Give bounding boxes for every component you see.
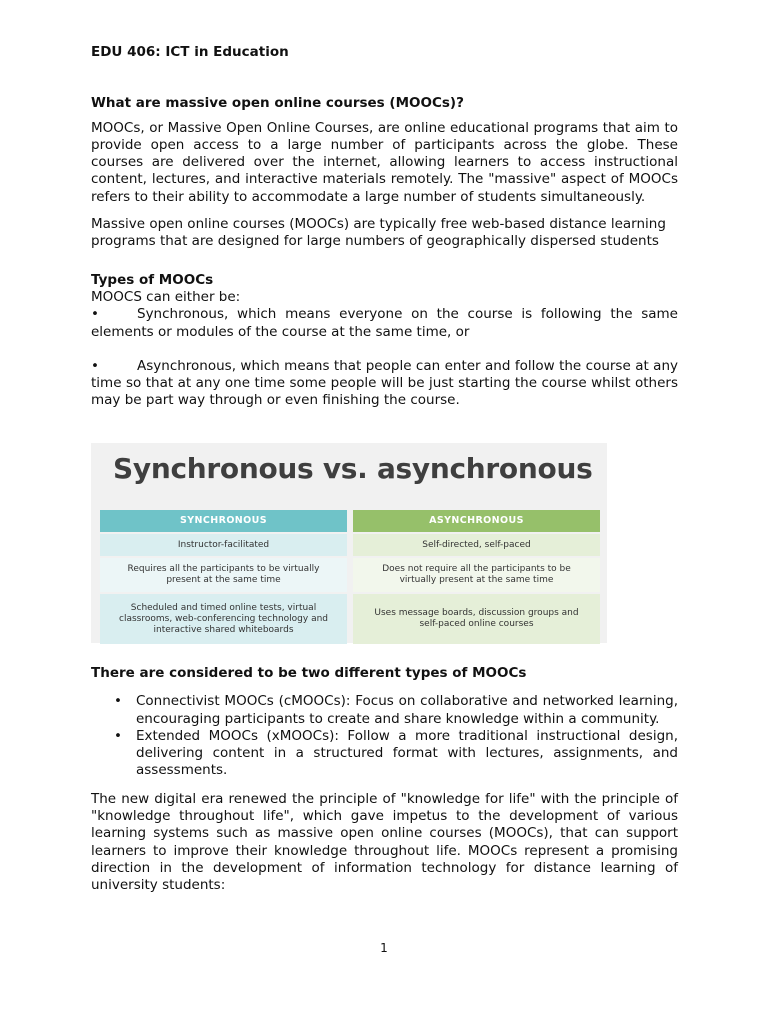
list-item-text: Extended MOOCs (xMOOCs): Follow a more traditional instructional design, delivering content in a structured format with lectures, assignments, and assessments. — [136, 727, 678, 779]
synchronous-row: Requires all the participants to be virtually present at the same time — [100, 558, 347, 592]
types-item-asynchronous — [91, 358, 678, 410]
types-item-text: Asynchronous, which means that people can enter and follow the course at any time so that at any one time some people will be just starting the course whilst others may be part way through or even finishing the course. — [91, 357, 678, 409]
synchronous-row: Instructor-facilitated — [100, 534, 347, 556]
two-types-heading: There are considered to be two different types of MOOCs — [91, 665, 527, 681]
infographic-title: Synchronous vs. asynchronous — [113, 452, 593, 485]
bullet-icon: • — [91, 357, 99, 374]
course-title: EDU 406: ICT in Education — [91, 44, 289, 60]
moocs-definition-paragraph: MOOCs, or Massive Open Online Courses, are online educational programs that aim to provide open access to a large number of participants across the globe. These courses are delivered over the internet, allowing learners to access instructional content, lectures, and interactive materials remotely. The "massive" aspect of MOOCs refers to their ability to accommodate a large number of students simultaneously. — [91, 119, 678, 205]
asynchronous-row: Does not require all the participants to be virtually present at the same time — [353, 558, 600, 592]
synchronous-row: Scheduled and timed online tests, virtual classrooms, web-conferencing technology and interactive shared whiteboards — [100, 594, 347, 644]
mooc-types-section — [91, 665, 678, 895]
asynchronous-column — [353, 510, 600, 644]
digital-era-paragraph: The new digital era renewed the principle of "knowledge for life" with the principle of "knowledge throughout life", which gave impetus to the development of various learning systems such as massive open online courses (MOOCs), that can support learners to improve their knowledge throughout life. MOOCs represent a promising direction in the development of information technology for distance learning of university students: — [91, 790, 678, 894]
moocs-free-paragraph: Massive open online courses (MOOCs) are typically free web-based distance learning programs that are designed for large numbers of geographically dispersed students — [91, 216, 666, 250]
synchronous-header: SYNCHRONOUS — [100, 510, 347, 532]
sync-vs-async-infographic — [91, 443, 607, 643]
types-item-text: Synchronous, which means everyone on the course is following the same elements or modules of the course at the same time, or — [91, 306, 678, 340]
bullet-icon: • — [114, 727, 122, 744]
document-body — [91, 44, 678, 410]
bullet-icon: • — [91, 306, 99, 323]
types-item-synchronous — [91, 306, 678, 341]
asynchronous-row: Self-directed, self-paced — [353, 534, 600, 556]
moocs-definition-heading: What are massive open online courses (MOOCs)? — [91, 95, 464, 112]
asynchronous-row: Uses message boards, discussion groups and self-paced online courses — [353, 594, 600, 644]
synchronous-column — [100, 510, 347, 644]
asynchronous-header: ASYNCHRONOUS — [353, 510, 600, 532]
types-heading: Types of MOOCs — [91, 271, 214, 288]
page-number: 1 — [380, 941, 388, 955]
bullet-icon: • — [114, 693, 122, 710]
list-item — [91, 728, 678, 780]
list-item-text: Connectivist MOOCs (cMOOCs): Focus on collaborative and networked learning, encouraging participants to create and share knowledge within a community. — [136, 693, 678, 727]
mooc-types-list — [91, 693, 678, 779]
types-intro: MOOCS can either be: — [91, 288, 241, 305]
list-item — [91, 693, 678, 728]
